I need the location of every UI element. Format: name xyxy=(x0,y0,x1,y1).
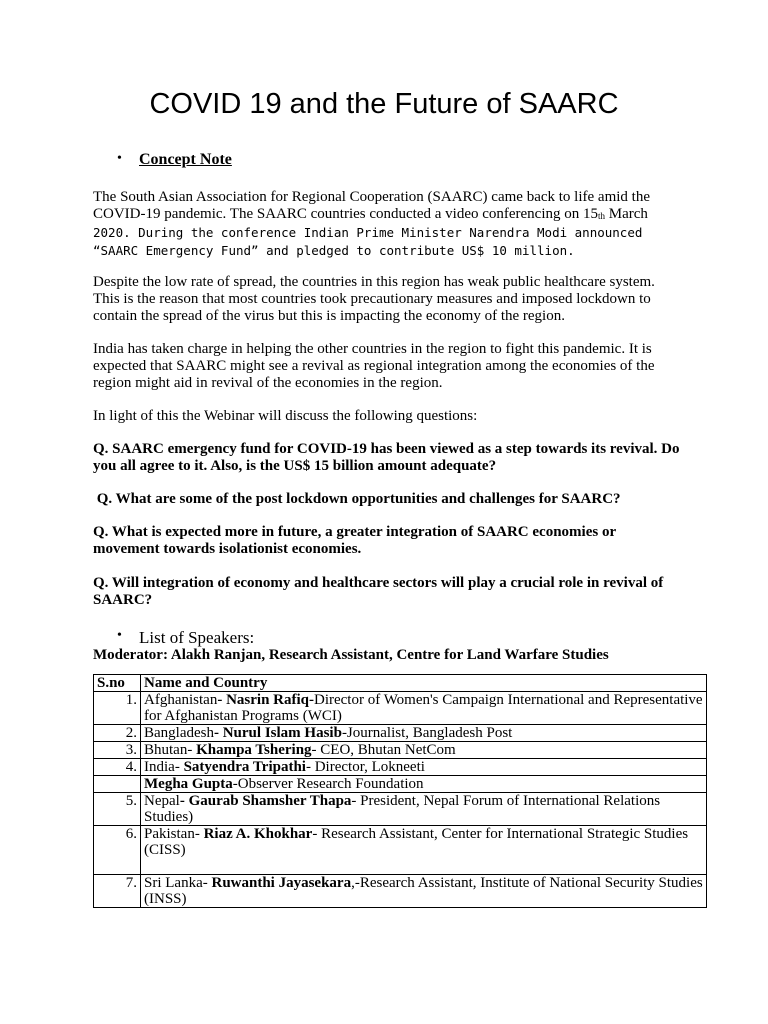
speaker-cell xyxy=(141,759,707,776)
speaker-role: - Director, Lokneeti xyxy=(305,759,425,775)
intro-text-1: The South Asian Association for Regional Cooperation (SAARC) came back to life amid the COVID-19 pandemic. The SAARC countries conducted a video conferencing on 15 xyxy=(93,189,650,222)
intro-paragraph xyxy=(93,189,683,260)
question-3: Q. What is expected more in future, a greater integration of SAARC economies or movement towards isolationist economies. xyxy=(93,524,616,557)
speaker-name: Megha Gupta xyxy=(144,776,233,792)
intro-ordinal: th xyxy=(598,211,606,221)
speaker-role: -Observer Research Foundation xyxy=(232,776,424,792)
speaker-cell xyxy=(141,793,707,826)
speaker-role: - CEO, Bhutan NetCom xyxy=(311,742,456,758)
row-number: 7. xyxy=(94,875,141,908)
speaker-name: Riaz A. Khokhar xyxy=(203,826,313,842)
paragraph-webinar: In light of this the Webinar will discuss the following questions: xyxy=(93,408,478,424)
intro-text-2: March xyxy=(605,206,648,222)
speaker-country: Bangladesh xyxy=(144,725,214,741)
row-number: 1. xyxy=(94,692,141,725)
speakers-table xyxy=(93,674,707,908)
speaker-name: - Gaurab Shamsher Thapa xyxy=(179,793,352,809)
speaker-name: - Nasrin Rafiq- xyxy=(217,692,314,708)
speaker-role: ,-Research Assistant, Institute of National Security Studies (INSS) xyxy=(144,875,703,907)
speaker-role: - President, Nepal Forum of International Relations Studies) xyxy=(144,793,661,825)
table-row xyxy=(94,875,707,908)
speaker-cell xyxy=(141,742,707,759)
bullet-icon: • xyxy=(117,151,122,166)
concept-note-label: Concept Note xyxy=(139,151,232,168)
speaker-role: - Research Assistant, Center for International Strategic Studies (CISS) xyxy=(144,826,689,858)
speaker-cell xyxy=(141,725,707,742)
row-number: 3. xyxy=(94,742,141,759)
bullet-icon: • xyxy=(117,628,122,643)
table-row xyxy=(94,742,707,759)
speaker-country: Bhutan- xyxy=(144,742,197,758)
speaker-cell xyxy=(141,875,707,908)
paragraph-healthcare: Despite the low rate of spread, the countries in this region has weak public healthcare system. This is the reason that most countries took precautionary measures and imposed lockdown to contain the spread of the virus but this is impacting the economy of the region. xyxy=(93,274,655,324)
table-row xyxy=(94,725,707,742)
question-4: Q. Will integration of economy and healthcare sectors will play a crucial role in revival of SAARC? xyxy=(93,575,664,608)
speaker-country: India- xyxy=(144,759,184,775)
intro-text-3: 2020. During the conference Indian Prime Minister Narendra Modi announced “SAARC Emergency Fund” and pledged to contribute US$ 10 million. xyxy=(93,225,643,258)
question-1: Q. SAARC emergency fund for COVID-19 has been viewed as a step towards its revival. Do you all agree to it. Also, is the US$ 15 billion amount adequate? xyxy=(93,441,680,474)
speaker-role: Director of Women's Campaign International and Representative for Afghanistan Programs (WCI) xyxy=(144,692,703,724)
speaker-country: Nepal xyxy=(144,793,180,809)
table-header-row xyxy=(94,675,707,692)
speaker-cell xyxy=(141,776,707,793)
speaker-country: Sri Lanka- xyxy=(144,875,212,891)
table-row xyxy=(94,759,707,776)
speakers-label: List of Speakers: xyxy=(139,628,255,647)
row-number: 4. xyxy=(94,759,141,776)
paragraph-india: India has taken charge in helping the other countries in the region to fight this pandemic. It is expected that SAARC might see a revival as regional integration among the economies of the region might aid in revival of the economies in the region. xyxy=(93,341,655,391)
speaker-name: - Nurul Islam Hasib xyxy=(213,725,342,741)
row-number: 6. xyxy=(94,826,141,875)
speaker-name: Khampa Tshering xyxy=(196,742,312,758)
table-row xyxy=(94,793,707,826)
document-title: COVID 19 and the Future of SAARC xyxy=(149,88,619,120)
speaker-country: Afghanistan xyxy=(144,692,218,708)
moderator-line: Moderator: Alakh Ranjan, Research Assistant, Centre for Land Warfare Studies xyxy=(93,647,609,663)
table-row xyxy=(94,776,707,793)
question-2: Q. What are some of the post lockdown opportunities and challenges for SAARC? xyxy=(93,491,621,507)
column-header-sno: S.no xyxy=(94,675,141,692)
speaker-role: -Journalist, Bangladesh Post xyxy=(341,725,513,741)
table-row xyxy=(94,692,707,725)
speaker-name: Ruwanthi Jayasekara xyxy=(211,875,352,891)
row-number: 2. xyxy=(94,725,141,742)
table-row xyxy=(94,826,707,875)
speaker-country: Pakistan- xyxy=(144,826,204,842)
column-header-name: Name and Country xyxy=(141,675,707,692)
speaker-cell xyxy=(141,826,707,875)
row-number: 5. xyxy=(94,793,141,826)
speaker-name: Satyendra Tripathi xyxy=(183,759,306,775)
speaker-cell xyxy=(141,692,707,725)
row-number xyxy=(94,776,141,793)
